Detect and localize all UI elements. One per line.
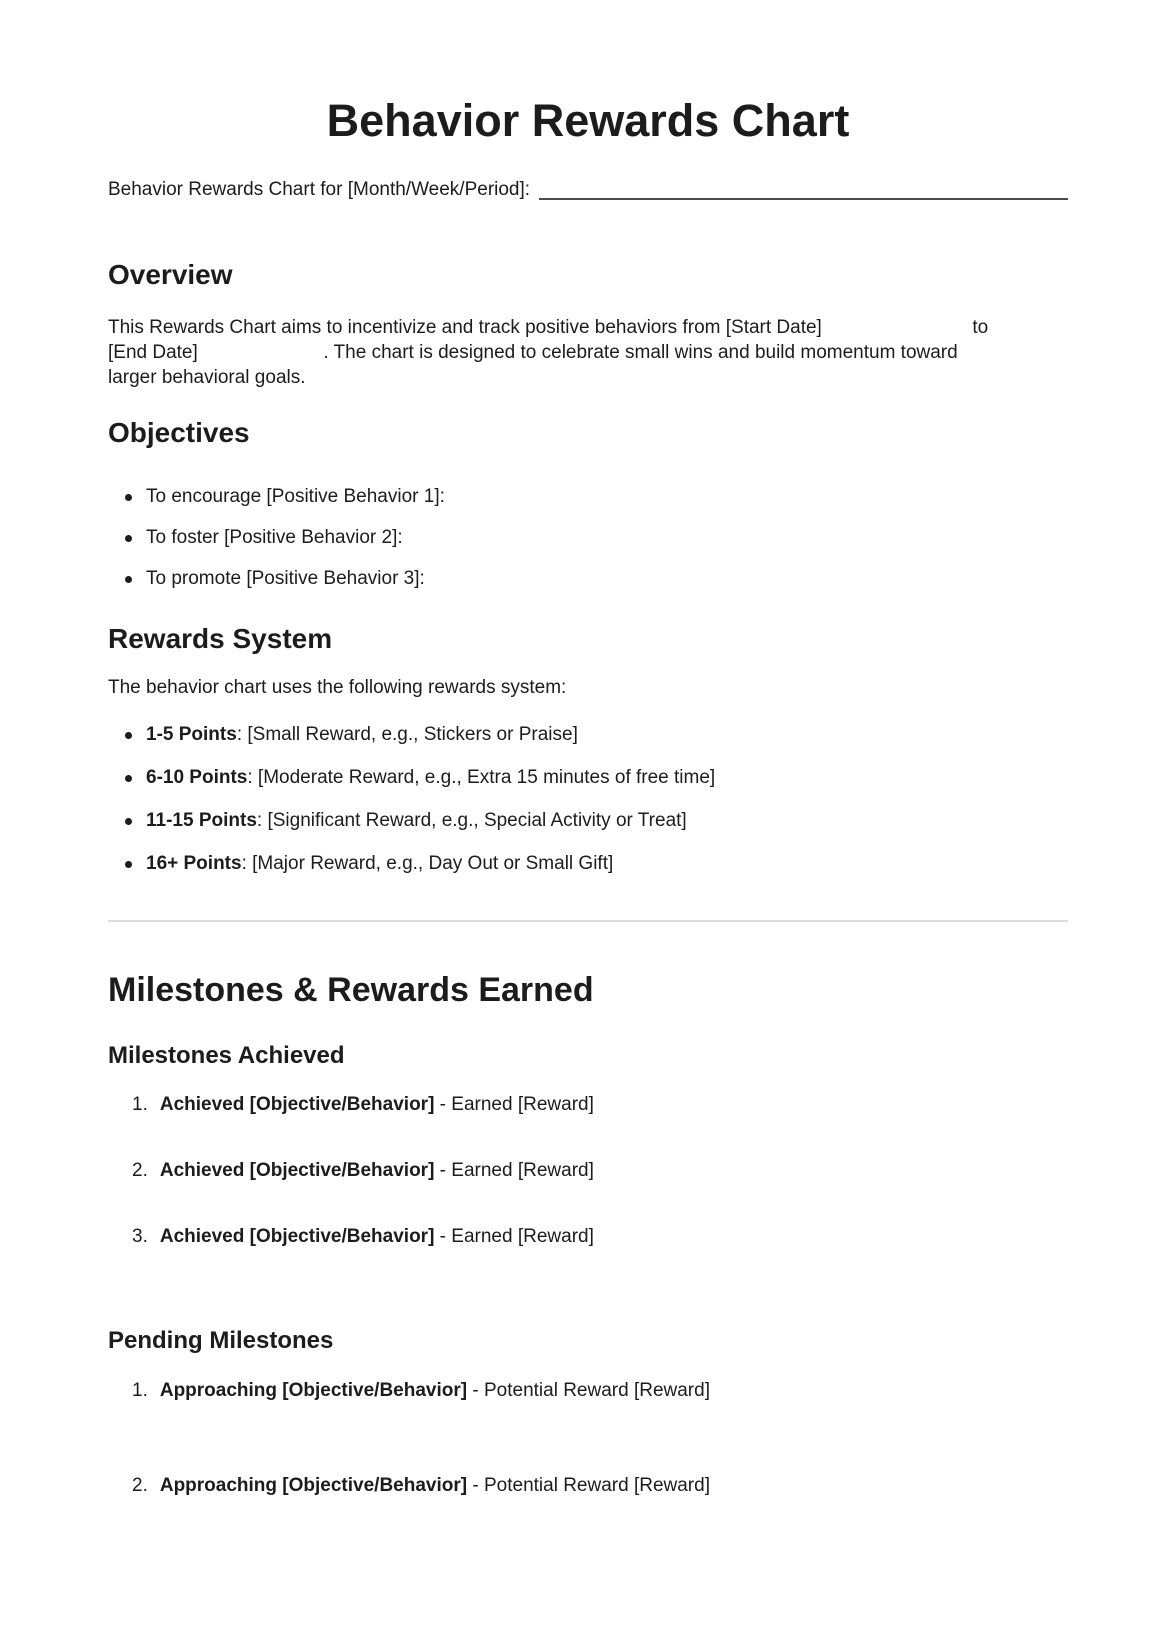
objectives-list xyxy=(108,484,1068,592)
list-item xyxy=(108,1158,1068,1184)
reward-tier-desc: : [Small Reward, e.g., Stickers or Praise] xyxy=(236,724,578,745)
milestone-reward: - Earned [Reward] xyxy=(434,1094,594,1115)
milestone-reward: - Earned [Reward] xyxy=(434,1226,594,1247)
item-number: 1. xyxy=(132,1380,148,1401)
item-number: 2. xyxy=(132,1475,148,1496)
list-item xyxy=(108,484,1068,510)
reward-tier-desc: : [Moderate Reward, e.g., Extra 15 minutes of free time] xyxy=(247,767,716,788)
end-date-blank xyxy=(203,357,318,358)
objective-text: To encourage [Positive Behavior 1]: xyxy=(146,486,445,507)
milestone-reward: - Potential Reward [Reward] xyxy=(467,1475,710,1496)
list-item xyxy=(108,1473,1068,1499)
start-date-blank xyxy=(827,332,967,333)
overview-paragraph xyxy=(108,315,1068,390)
list-item xyxy=(108,525,1068,551)
list-item xyxy=(108,1378,1068,1404)
item-number: 2. xyxy=(132,1160,148,1181)
overview-line-2 xyxy=(108,340,1068,365)
objective-text: To promote [Positive Behavior 3]: xyxy=(146,568,425,589)
reward-tier-label: 6-10 Points xyxy=(146,767,248,788)
item-number: 1. xyxy=(132,1094,148,1115)
list-item xyxy=(108,851,1068,877)
list-item xyxy=(108,808,1068,834)
overview-line1-text: This Rewards Chart aims to incentivize and track positive behaviors from [Start Date] xyxy=(108,317,822,338)
period-label: Behavior Rewards Chart for [Month/Week/Period]: xyxy=(108,179,531,200)
milestone-label: Achieved [Objective/Behavior] xyxy=(159,1160,435,1181)
rewards-intro-text: The behavior chart uses the following rewards system: xyxy=(108,677,567,698)
period-line xyxy=(108,177,1068,203)
milestones-achieved-list xyxy=(108,1092,1068,1250)
milestone-label: Approaching [Objective/Behavior] xyxy=(159,1380,468,1401)
overview-line1-tail: to xyxy=(972,317,989,338)
rewards-system-heading: Rewards System xyxy=(108,623,333,654)
milestone-reward: - Earned [Reward] xyxy=(434,1160,594,1181)
list-item xyxy=(108,566,1068,592)
objectives-heading: Objectives xyxy=(108,417,250,448)
milestone-label: Approaching [Objective/Behavior] xyxy=(159,1475,468,1496)
item-number: 3. xyxy=(132,1226,148,1247)
overview-line-3: larger behavioral goals. xyxy=(108,367,306,388)
period-blank-line xyxy=(539,198,1068,200)
milestone-label: Achieved [Objective/Behavior] xyxy=(159,1094,435,1115)
reward-tier-label: 16+ Points xyxy=(146,853,242,874)
objective-text: To foster [Positive Behavior 2]: xyxy=(146,527,403,548)
milestone-label: Achieved [Objective/Behavior] xyxy=(159,1226,435,1247)
milestone-reward: - Potential Reward [Reward] xyxy=(467,1380,710,1401)
reward-tier-desc: : [Major Reward, e.g., Day Out or Small Gift] xyxy=(241,853,614,874)
overview-line-1 xyxy=(108,315,1068,340)
list-item xyxy=(108,1092,1068,1118)
section-divider xyxy=(108,920,1068,922)
milestones-section-heading: Milestones & Rewards Earned xyxy=(108,971,594,1009)
document-title: Behavior Rewards Chart xyxy=(326,95,850,146)
reward-tier-desc: : [Significant Reward, e.g., Special Activity or Treat] xyxy=(256,810,687,831)
pending-milestones-heading: Pending Milestones xyxy=(108,1327,334,1354)
list-item xyxy=(108,765,1068,791)
milestones-achieved-heading: Milestones Achieved xyxy=(108,1042,345,1069)
reward-tier-label: 1-5 Points xyxy=(146,724,237,745)
rewards-list xyxy=(108,722,1068,877)
overview-line2-tail: . The chart is designed to celebrate small wins and build momentum toward xyxy=(323,342,958,363)
overview-line2-text: [End Date] xyxy=(108,342,198,363)
list-item xyxy=(108,1224,1068,1250)
overview-heading: Overview xyxy=(108,259,233,290)
pending-milestones-list xyxy=(108,1378,1068,1499)
list-item xyxy=(108,722,1068,748)
reward-tier-label: 11-15 Points xyxy=(146,810,257,831)
